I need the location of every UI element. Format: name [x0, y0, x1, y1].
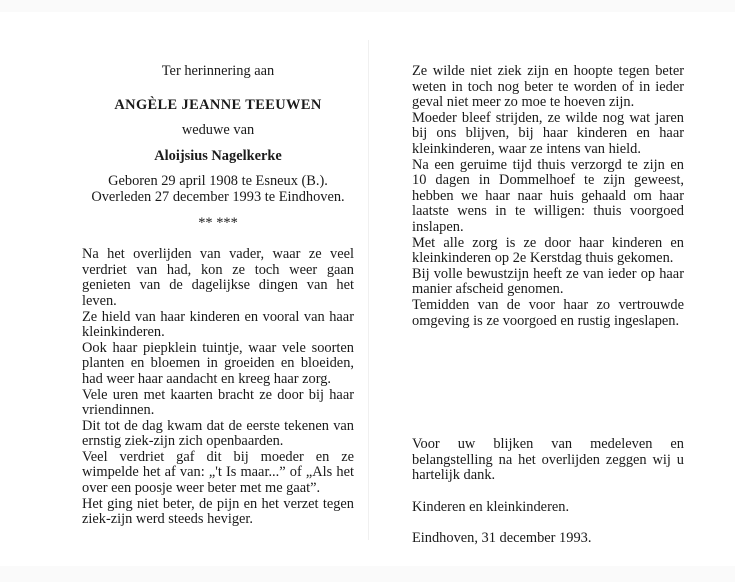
left-paragraph-6: Veel verdriet gaf dit bij moeder en ze wimpelde het af van: „'t Is maar...” of „Als het over een poosje weer beter met me gaat”.: [82, 448, 354, 497]
thanks-paragraph: Voor uw blijken van medeleven en belangstelling na het overlijden zeggen wij u hartelijk dank.: [412, 436, 684, 484]
left-paragraph-4: Vele uren met kaarten bracht ze door bij haar vriendinnen.: [82, 386, 354, 419]
left-paragraph-1: Na het overlijden van vader, waar ze veel verdriet van had, kon ze toch weer gaan genieten van de dagelijkse dingen van het leven.: [82, 246, 354, 309]
place-date: Eindhoven, 31 december 1993.: [412, 530, 592, 547]
deceased-name: ANGÈLE JEANNE TEEUWEN: [114, 96, 322, 113]
right-paragraph-2: Moeder bleef strijden, ze wilde nog wat jaren bij ons blijven, bij haar kinderen en haar kleinkinderen, waar ze intens van hield.: [412, 109, 684, 157]
card-fold-line: [368, 40, 369, 540]
right-paragraph-5: Bij volle bewustzijn heeft ze van ieder op haar manier afscheid genomen.: [412, 265, 684, 298]
left-paragraph-2: Ze hield van haar kinderen en vooral van haar kleinkinderen.: [82, 308, 354, 341]
right-column: [412, 64, 684, 547]
death-line: Overleden 27 december 1993 te Eindhoven.: [91, 188, 345, 205]
left-column: [82, 64, 354, 528]
left-paragraph-5: Dit tot de dag kwam dat de eerste tekenen van ernstig ziek-zijn zich openbaarden.: [82, 417, 354, 450]
right-paragraph-4: Met alle zorg is ze door haar kinderen en kleinkinderen op 2e Kerstdag thuis gekomen.: [412, 234, 684, 267]
scan-edge-top: [0, 0, 735, 12]
right-paragraph-6: Temidden van de voor haar zo vertrouwde omgeving is ze voorgoed en rustig ingeslapen.: [412, 296, 684, 329]
right-paragraph-3: Na een geruime tijd thuis verzorgd te zijn en 10 dagen in Dommelhoef te zijn geweest, hebben we haar naar huis gehaald om haar laatste wens in te willigen: thuis voorgoed inslapen.: [412, 156, 684, 235]
family-signature: Kinderen en kleinkinderen.: [412, 498, 570, 515]
scan-edge-bottom: [0, 566, 735, 582]
widow-of-line: weduwe van: [181, 122, 255, 139]
left-paragraph-3: Ook haar piepklein tuintje, waar vele soorten planten en bloemen in groeiden en bloeiden, had weer haar aandacht en kreeg haar zorg.: [82, 339, 354, 387]
in-memory-line: Ter herinnering aan: [161, 63, 275, 79]
left-paragraph-7: Het ging niet beter, de pijn en het verzet tegen ziek-zijn werd steeds heviger.: [82, 495, 354, 528]
husband-name: Aloijsius Nagelkerke: [154, 147, 282, 164]
divider-stars: ** ***: [198, 214, 238, 231]
birth-line: Geboren 29 april 1908 te Esneux (B.).: [108, 173, 328, 190]
right-paragraph-1: Ze wilde niet ziek zijn en hoopte tegen beter weten in toch nog beter te worden of in ieder geval niet meer zo moe te hoeven zijn.: [412, 63, 684, 111]
